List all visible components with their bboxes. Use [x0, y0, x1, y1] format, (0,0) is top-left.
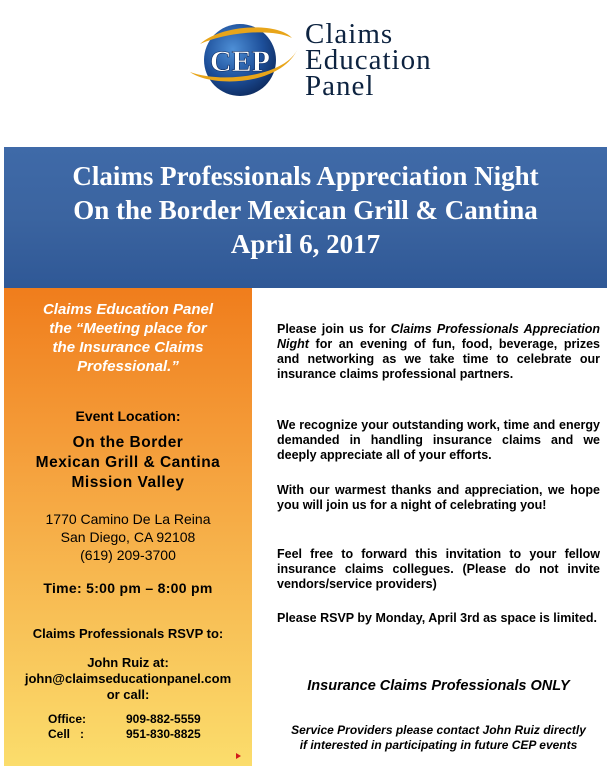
event-time: Time: 5:00 pm – 8:00 pm: [43, 580, 213, 596]
venue-address: 1770 Camino De La Reina San Diego, CA 92108 (619) 209-3700: [45, 511, 211, 563]
phone-row-cell: Cell : 951-830-8825: [48, 727, 201, 741]
cep-logo: [182, 18, 472, 102]
providers-notice: Service Providers please contact John Ruiz directly if interested in participating in future CEP events: [291, 723, 586, 752]
phone-row-office: Office: 909-882-5559: [48, 712, 201, 726]
cell-phone: 951-830-8825: [126, 727, 201, 741]
event-location-label: Event Location:: [75, 408, 181, 424]
rsvp-label: Claims Professionals RSVP to:: [32, 626, 224, 641]
paragraph-forward: Feel free to forward this invitation to your fellow insurance claims collegues. (Please do not invite vendors/service providers): [277, 547, 600, 591]
paragraph-intro: Please join us for Claims Professionals Appreciation Night for an evening of fun, food, beverage, prizes and networking as we take time to celebrate our insurance claims professional partners.: [277, 322, 600, 381]
phone-list: [48, 712, 201, 742]
logo-line-education: Education: [305, 44, 432, 76]
title-banner: [4, 147, 607, 288]
logo-line-claims: Claims: [305, 18, 394, 50]
paragraph-recognition: We recognize your outstanding work, time and energy demanded in handling insurance claims and we deeply appreciate all of your efforts.: [277, 418, 600, 462]
cep-emblem-icon: [182, 18, 304, 98]
audience-notice: Insurance Claims Professionals ONLY: [307, 678, 570, 694]
banner-title: Claims Professionals Appreciation Night: [72, 161, 539, 191]
rsvp-contact: John Ruiz at: john@claimseducationpanel.com or call:: [4, 655, 252, 703]
paragraph-thanks: With our warmest thanks and appreciation, we hope you will join us for a night of celebrating you!: [277, 483, 600, 512]
office-phone: 909-882-5559: [126, 712, 201, 726]
banner-date: April 6, 2017: [230, 229, 381, 259]
event-sidebar: [4, 288, 252, 766]
arrow-marker-icon: [236, 753, 241, 759]
contact-email-link[interactable]: john@claimseducationpanel.com: [24, 671, 232, 686]
venue-name: On the Border Mexican Grill & Cantina Mission Valley: [35, 434, 221, 491]
paragraph-rsvp: Please RSVP by Monday, April 3rd as space is limited.: [277, 611, 598, 625]
logo-line-panel: Panel: [305, 70, 375, 102]
logo-wordmark: [305, 18, 432, 102]
emblem-text: CEP: [210, 45, 270, 78]
banner-venue: On the Border Mexican Grill & Cantina: [73, 195, 538, 225]
sidebar-tagline: Claims Education Panel the “Meeting place for the Insurance Claims Professional.”: [42, 301, 214, 375]
